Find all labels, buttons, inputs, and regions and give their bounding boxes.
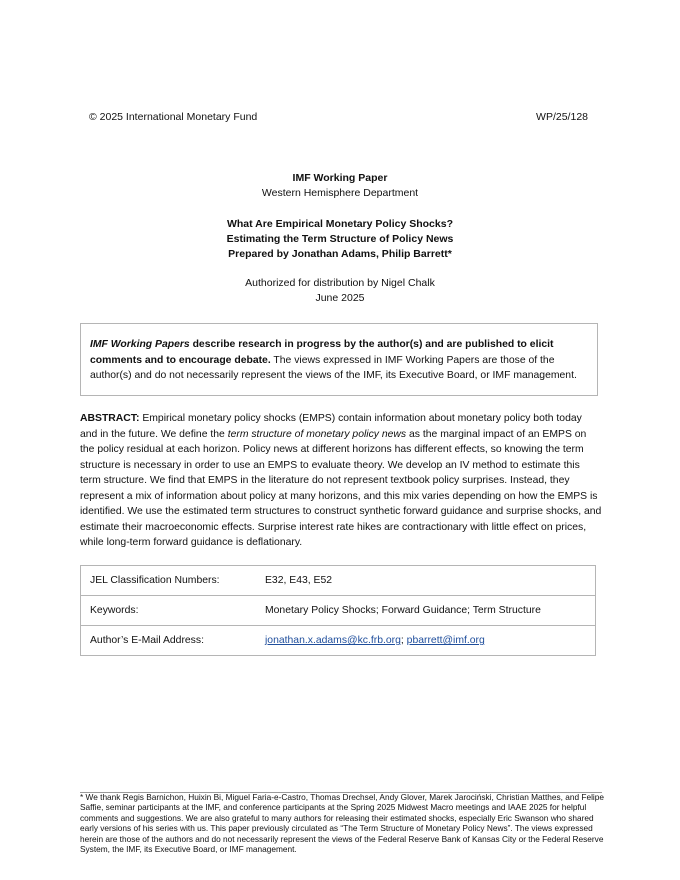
authorized-by: Authorized for distribution by Nigel Chalk bbox=[245, 277, 435, 289]
publication-date: June 2025 bbox=[315, 292, 365, 304]
footnote: * We thank Regis Barnichon, Huixin Bi, Miguel Faria-e-Castro, Thomas Drechsel, Andy Glover, Marek Jarociński, Christian Matthes, and Felipe Saffie, seminar participants at the IMF, and conference participants at the Spring 2025 Midwest Macro meetings and IAAE 2025 for helpful comments and suggestions. We are also grateful to many authors for releasing their estimated shocks, especially Eric Swanson who shared early versions of his series with us. This paper previously circulated as “The Term Structure of Monetary Policy News”. The views expressed herein are those of the authors and do not necessarily represent the views of the Federal Reserve Bank of Kansas City or the Federal Reserve System, the IMF, its Executive Board, or IMF management. bbox=[80, 792, 604, 855]
abstract-text-2: as the marginal impact of an EMPS on the policy residual at each horizon. Policy news at different horizons has different effects, so knowing the term structure is necessary in order to use an EMPS to evaluate theory. We develop an IV method to estimate this term structure. We find that EMPS in the literature do not represent textbook policy surprises. Instead, they represent a mix of information about policy at many horizons, and this mix varies depending on how the EMPS is identified. We use the estimated term structures to construct synthetic forward guidance and surprise shocks, and estimate their macroeconomic effects. Surprise interest rate hikes are contractionary with little effect on prices, while long-term forward guidance is deflationary. bbox=[80, 428, 602, 548]
disclaimer-bold-text: describe research in progress by the author(s) and are published to elicit comments and to encourage debate. bbox=[90, 339, 554, 366]
copyright-notice: © 2025 International Monetary Fund bbox=[89, 111, 258, 123]
email-link-adams[interactable]: jonathan.x.adams@kc.frb.org bbox=[265, 635, 401, 646]
abstract-text-1: Empirical monetary policy shocks (EMPS) contain information about monetary policy both today and in the future. We define the bbox=[80, 413, 582, 440]
email-row bbox=[81, 626, 595, 655]
authors: Prepared by Jonathan Adams, Philip Barrett* bbox=[228, 248, 452, 260]
title-line-1: What Are Empirical Monetary Policy Shocks? bbox=[226, 218, 453, 230]
title-block bbox=[0, 171, 680, 201]
department: Western Hemisphere Department bbox=[261, 187, 419, 199]
email-label: Author’s E-Mail Address: bbox=[90, 635, 204, 646]
series-name: IMF Working Paper bbox=[292, 172, 388, 184]
abstract bbox=[80, 411, 602, 551]
jel-value: E32, E43, E52 bbox=[265, 575, 333, 586]
authorization-block bbox=[0, 276, 680, 306]
abstract-italic-term: term structure of monetary policy news bbox=[227, 428, 407, 440]
abstract-label: ABSTRACT: bbox=[80, 413, 140, 424]
paper-number: WP/25/128 bbox=[536, 111, 588, 123]
keywords-row bbox=[81, 596, 595, 626]
email-values bbox=[265, 635, 595, 646]
keywords-label: Keywords: bbox=[90, 605, 139, 616]
email-link-barrett[interactable]: pbarrett@imf.org bbox=[406, 635, 485, 646]
disclaimer-box bbox=[80, 323, 598, 396]
keywords-value: Monetary Policy Shocks; Forward Guidance; Term Structure bbox=[265, 605, 541, 616]
info-table bbox=[80, 565, 596, 656]
disclaimer-text: The views expressed in IMF Working Papers are those of the author(s) and do not necessarily represent the views of the IMF, its Executive Board, or IMF management. bbox=[90, 354, 577, 381]
paper-title bbox=[0, 217, 680, 262]
jel-row bbox=[81, 566, 595, 596]
disclaimer-series: IMF Working Papers bbox=[90, 339, 190, 350]
jel-label: JEL Classification Numbers: bbox=[90, 575, 220, 586]
email-separator: ; bbox=[400, 635, 407, 646]
title-line-2: Estimating the Term Structure of Policy News bbox=[226, 233, 454, 245]
